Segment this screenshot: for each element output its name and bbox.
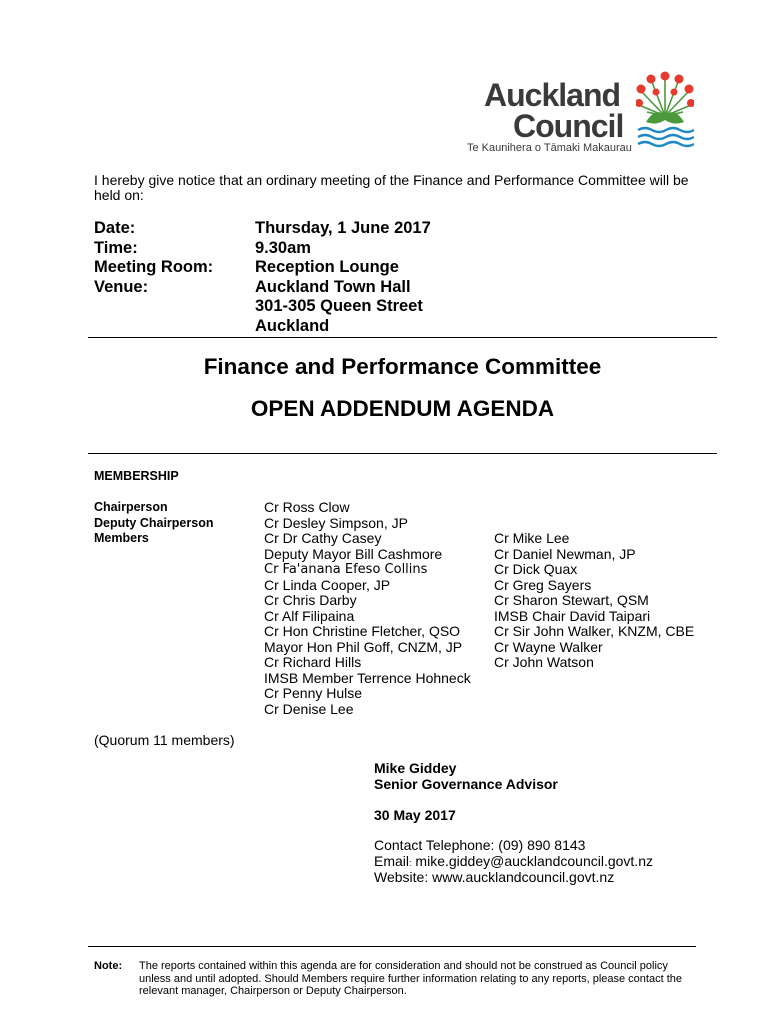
divider-top — [88, 337, 717, 338]
venue-line: Auckland — [255, 316, 330, 335]
membership-roles — [94, 500, 213, 547]
email-label: Email — [374, 853, 410, 869]
member-item: Deputy Mayor Bill Cashmore — [264, 545, 443, 562]
member-item: Cr Wayne Walker — [494, 638, 603, 655]
meeting-notice: I hereby give notice that an ordinary meeting of the Finance and Performance Committee will be held on: — [94, 172, 689, 203]
email-address: mike.giddey@aucklandcouncil.govt.nz — [411, 853, 653, 869]
logo-line-council: Council — [513, 108, 624, 144]
member-item: Cr Penny Hulse — [264, 685, 363, 701]
member-item: Cr Desley Simpson, JP — [264, 514, 408, 531]
auckland-council-logo-text — [484, 77, 634, 144]
member-item: IMSB Chair David Taipari — [494, 607, 651, 624]
member-item: Cr Alf Filipaina — [264, 607, 355, 624]
member-item: Cr Mike Lee — [494, 530, 570, 546]
member-item: Cr Hon Christine Fletcher, QSO — [264, 623, 461, 639]
member-item: Cr Richard Hills — [264, 654, 362, 670]
member-item: Mayor Hon Phil Goff, CNZM, JP — [264, 638, 463, 655]
membership-heading: MEMBERSHIP — [94, 469, 179, 483]
member-item: Cr John Watson — [494, 654, 594, 670]
role-members: Members — [94, 531, 149, 545]
logo-line-auckland: Auckland — [484, 77, 621, 113]
venue-label: Venue: — [94, 277, 149, 296]
notice-date: 30 May 2017 — [374, 807, 456, 823]
note-text: The reports contained within this agenda are for consideration and should not be construed as Council policy unless and until adopted. Should Members require further information relating to any reports, please contact the relevant manager, Chairperson or Deputy Chairperson. — [139, 960, 682, 997]
member-item: Cr Dr Cathy Casey — [264, 530, 382, 546]
divider-bottom — [88, 946, 696, 947]
quorum-text: (Quorum 11 members) — [94, 732, 235, 748]
contact-website: Website: www.aucklandcouncil.govt.nz — [374, 869, 615, 885]
room-value: Reception Lounge — [255, 258, 399, 277]
role-chairperson: Chairperson — [94, 500, 168, 514]
member-item: Cr Dick Quax — [494, 561, 578, 577]
agenda-title: OPEN ADDENDUM AGENDA — [250, 396, 555, 421]
member-item: Cr Fa'anana Efeso Collins — [264, 562, 428, 577]
member-item: Cr Chris Darby — [264, 592, 357, 608]
member-item: Cr Daniel Newman, JP — [494, 545, 636, 562]
pohutukawa-flower-icon — [636, 70, 694, 152]
advisor-role: Senior Governance Advisor — [374, 776, 558, 792]
role-deputy-chairperson: Deputy Chairperson — [94, 515, 214, 530]
member-item: Cr Linda Cooper, JP — [264, 576, 391, 593]
member-item: Cr Sharon Stewart, QSM — [494, 592, 649, 608]
member-list-column-1 — [264, 500, 471, 717]
logo-tagline: Te Kaunihera o Tāmaki Makaurau — [467, 142, 632, 154]
member-item: Cr Sir John Walker, KNZM, CBE — [494, 623, 695, 639]
divider-middle — [88, 453, 717, 454]
email-colon: : — [409, 858, 412, 868]
note-label: Note: — [94, 960, 123, 972]
venue-line: Auckland Town Hall — [255, 277, 411, 296]
contact-telephone: Contact Telephone: (09) 890 8143 — [374, 837, 586, 853]
time-label: Time: — [94, 238, 138, 257]
advisor-name: Mike Giddey — [374, 760, 457, 776]
room-label: Meeting Room: — [94, 258, 214, 277]
time-value: 9.30am — [255, 238, 311, 257]
date-label: Date: — [94, 219, 136, 237]
member-item: Cr Ross Clow — [264, 499, 350, 515]
member-item: IMSB Member Terrence Hohneck — [264, 669, 471, 686]
member-item: Cr Denise Lee — [264, 700, 354, 717]
committee-name: Finance and Performance Committee — [203, 354, 602, 379]
date-value: Thursday, 1 June 2017 — [255, 219, 431, 237]
member-list-column-2 — [494, 531, 694, 671]
venue-line: 301-305 Queen Street — [255, 297, 423, 316]
member-item: Cr Greg Sayers — [494, 576, 592, 593]
